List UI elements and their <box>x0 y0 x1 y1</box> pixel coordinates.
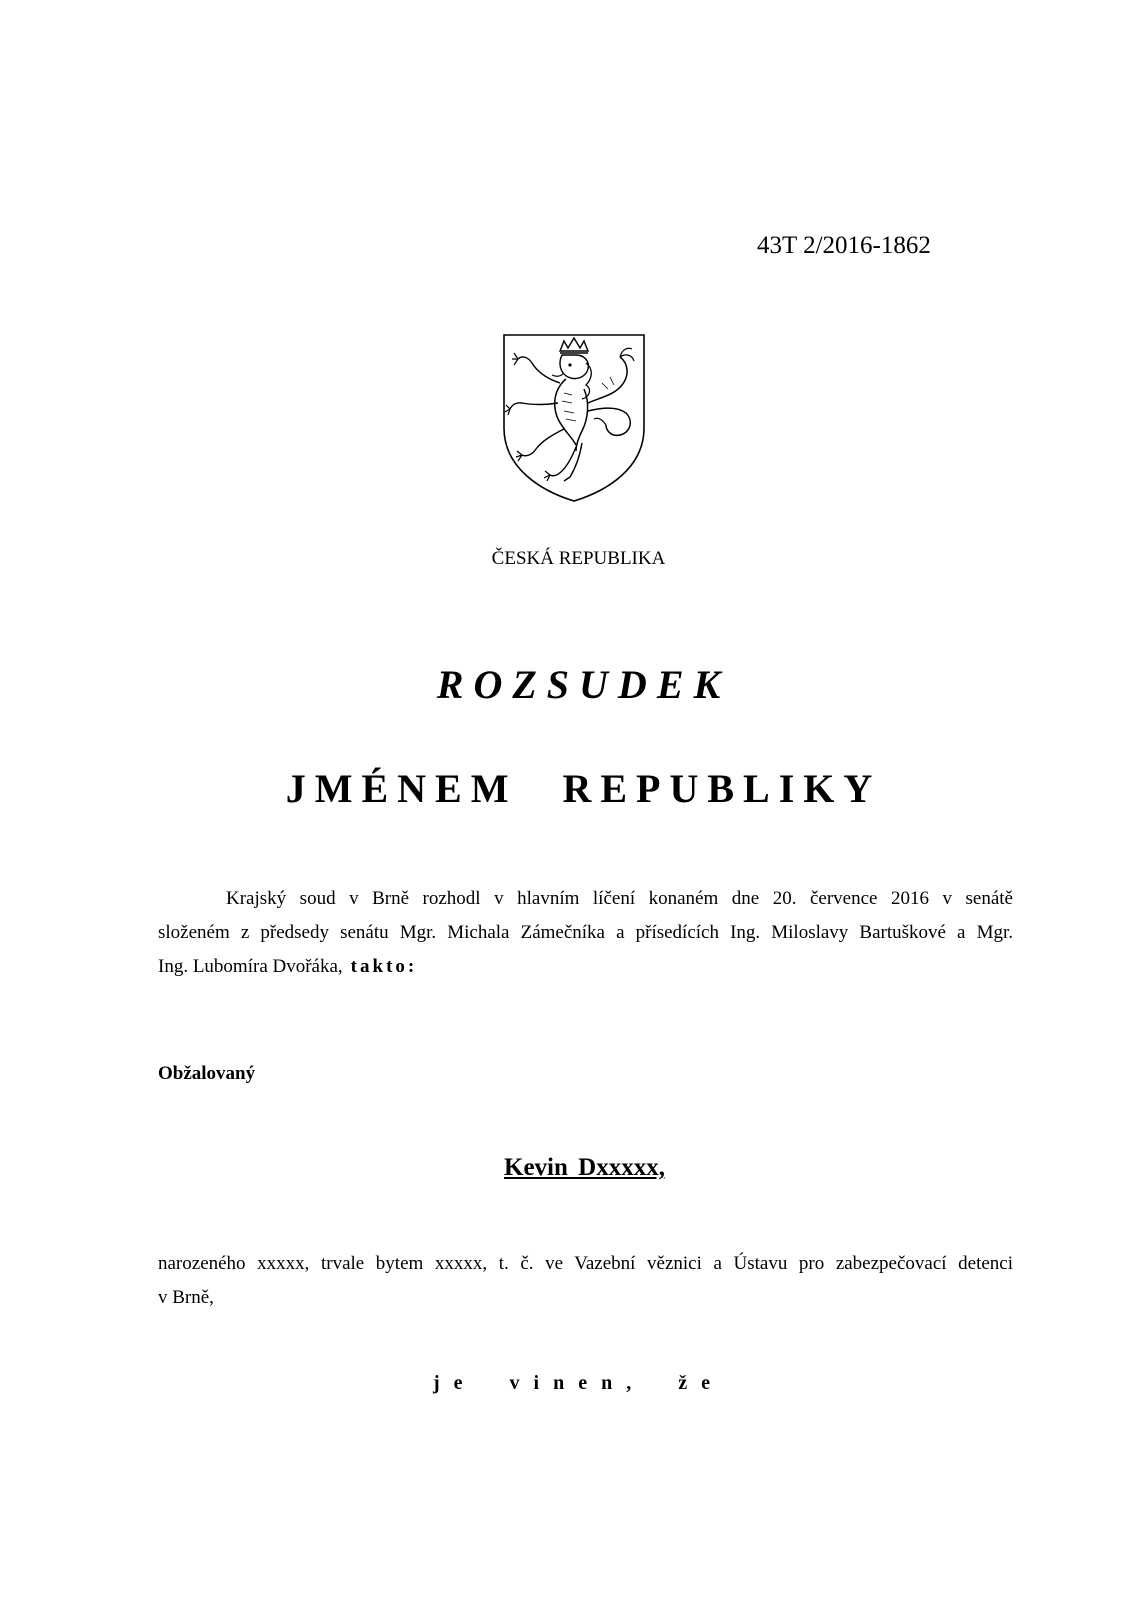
accused-details-paragraph <box>158 1247 1013 1315</box>
document-title: ROZSUDEK <box>436 662 731 707</box>
czech-coat-of-arms-icon <box>502 333 646 503</box>
document-subtitle: JMÉNEM REPUBLIKY <box>285 766 882 811</box>
accused-details-line: narozeného xxxxx, trvale bytem xxxxx, t. č. ve Vazební věznici a Ústavu pro zabezpečovací detenci <box>158 1253 1013 1274</box>
intro-paragraph <box>158 882 1013 984</box>
case-number: 43T 2/2016-1862 <box>757 232 931 259</box>
intro-line: složeném z předsedy senátu Mgr. Michala Zámečníka a přísedících Ing. Miloslavy Bartuškové a Mgr. <box>158 922 1013 943</box>
accused-label: Obžalovaný <box>158 1063 256 1084</box>
accused-details-line: v Brně, <box>158 1287 214 1308</box>
accused-name: Kevin Dxxxxx, <box>504 1154 665 1181</box>
takto-label: takto: <box>350 956 418 977</box>
intro-line-last <box>158 950 1013 984</box>
intro-line: Krajský soud v Brně rozhodl v hlavním líčení konaném dne 20. července 2016 v senátě <box>226 888 1013 909</box>
country-heading: ČESKÁ REPUBLIKA <box>491 548 666 569</box>
intro-line-text: Ing. Lubomíra Dvořáka, <box>158 956 343 977</box>
verdict-heading: je vinen, že <box>433 1372 724 1394</box>
